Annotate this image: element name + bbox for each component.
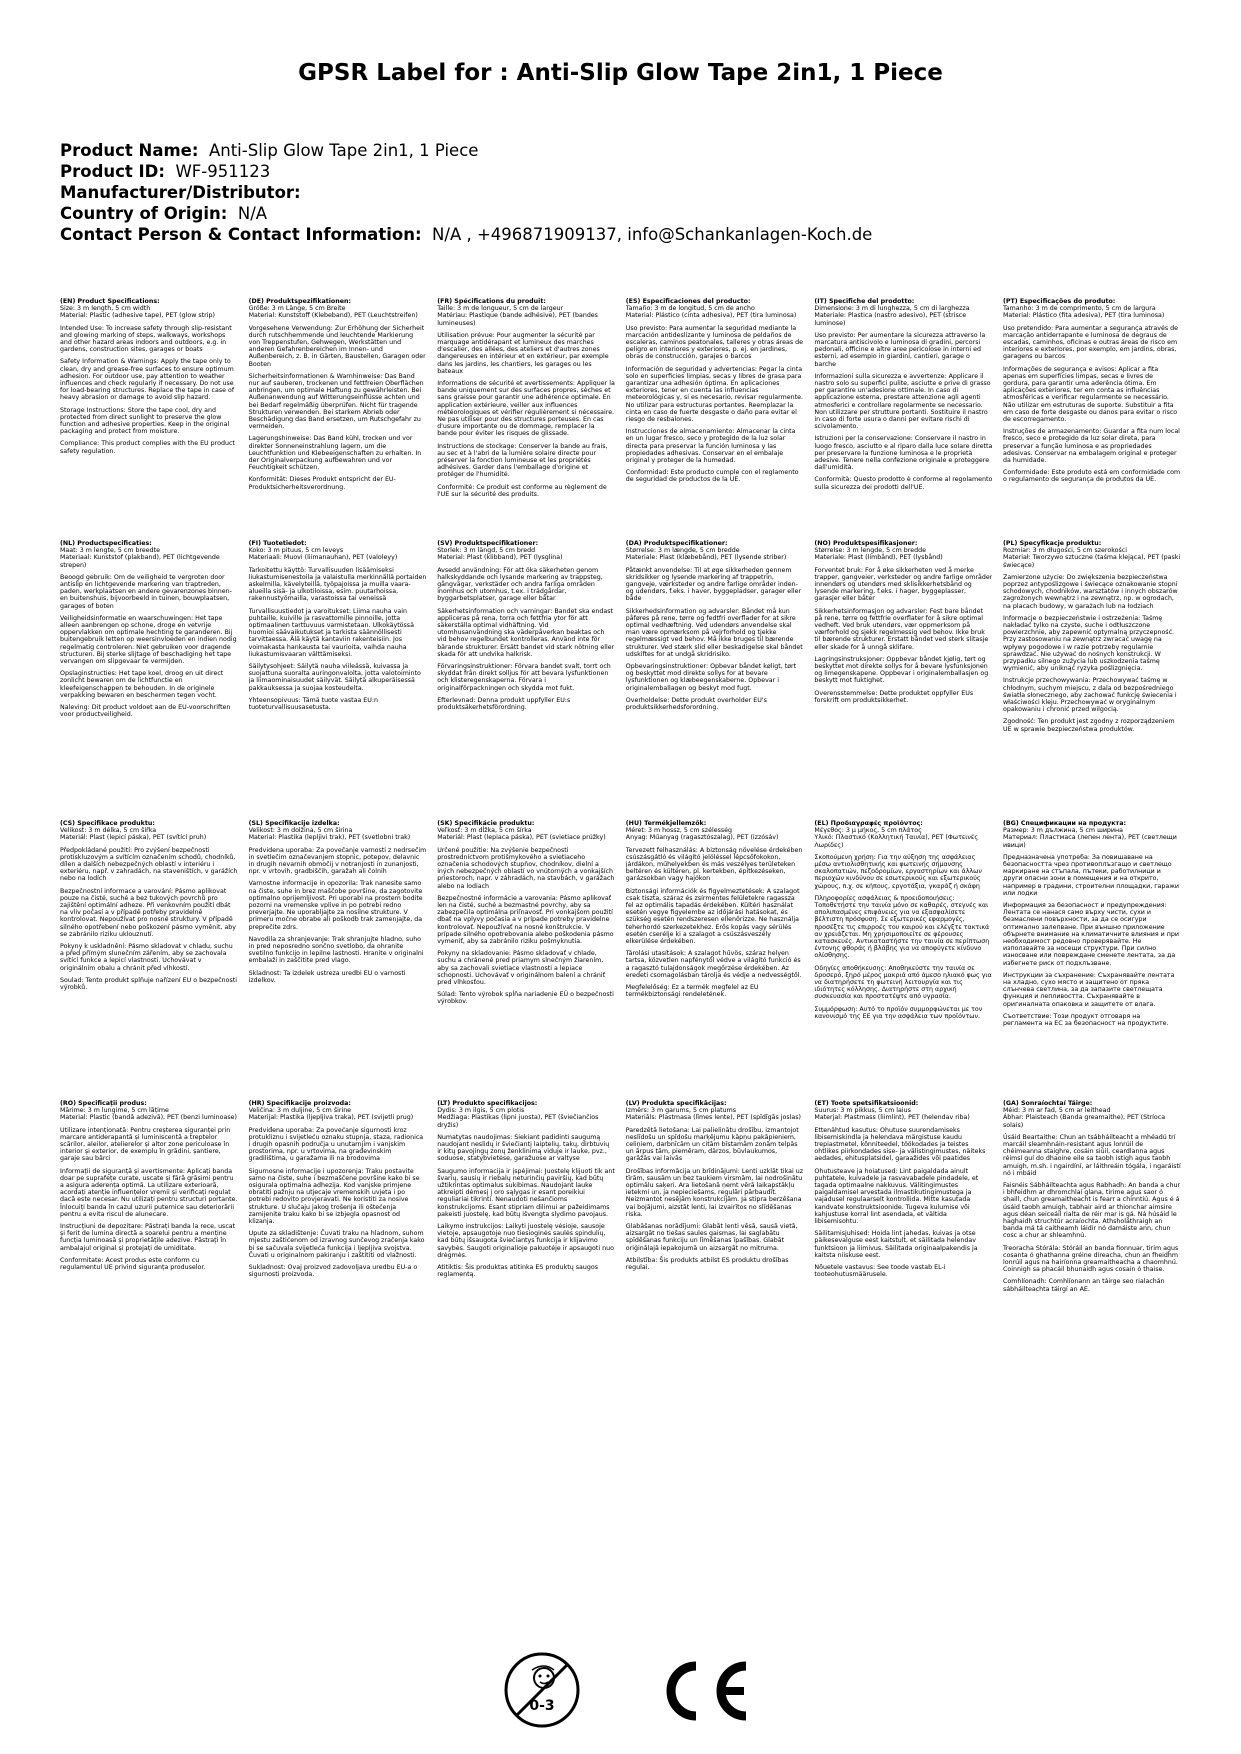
- language-block-paragraph: Material: Plast (klibband), PET (lysglina): [437, 554, 563, 562]
- language-block: [249, 298, 427, 568]
- product-id-row: [60, 161, 1180, 182]
- contact-row: [60, 224, 1180, 245]
- language-block-paragraph: Suurus: 3 m pikkus, 5 cm laius: [814, 1107, 911, 1115]
- language-block-paragraph: Tamaño: 3 m de longitud, 5 cm de ancho: [625, 305, 755, 313]
- language-block: [814, 820, 992, 1090]
- language-block-paragraph: Glabāšanas norādījumi: Glabāt lenti vēsā, sausā vietā, aizsargāt no tiešas saules gaismas, lai saglabātu spīdēšanas funkciju un līmēšanas īpašības. Glabāt oriģinālajā iepakojumā un aizsargāt no mitruma.: [625, 1223, 798, 1252]
- language-block-paragraph: Avsedd användning: För att öka säkerheten genom halkskyddande och lysande markering av trappsteg, gångvägar, verkstäder och andra farliga områden inomhus och utomhus, t.ex. i trädgårdar, byggarbetsplatser, garage eller båtar: [437, 566, 603, 603]
- language-block-paragraph: Velikost: 3 m dolžina, 5 cm širina: [248, 827, 353, 835]
- language-block-paragraph: Overholdelse: Dette produkt overholder EU's produktsikkerhedsforordning.: [625, 696, 767, 712]
- language-block-paragraph: Zamierzone użycie: Do zwiększenia bezpieczeństwa poprzez antypoślizgowe i świecące oznakowanie stopni schodowych, chodników, warsztatów i innych obszarów zagrożonych wewnątrz i na zewnątrz, np. w ogrodach, na placach budowy, w garażach lub na łodziach: [1003, 573, 1178, 610]
- language-block-heading: (FR) Spécifications du produit:: [437, 298, 546, 305]
- language-block-paragraph: Materiale: Plast (limbånd), PET (lysbånd): [814, 554, 943, 562]
- language-block: [60, 298, 238, 568]
- language-block-paragraph: Información de seguridad y advertencias: Pegar la cinta solo en superficies limpias, secas y libres de grasa para garantizar una adhesión óptima. En aplicaciones exteriores, tener en cuenta las influencias meteorológicas y, si es necesario, revisar regularmente. No utilizar para estructuras portantes. Reemplazar la cinta en caso de fuerte desgaste o daño para evitar el riesgo de resbalones.: [625, 365, 803, 424]
- language-block-heading: (IT) Specifiche del prodotto:: [814, 298, 915, 305]
- language-block-paragraph: Størrelse: 3 m længde, 5 cm bredde: [625, 547, 740, 555]
- language-block-paragraph: Инструкции за съхранение: Съхранявайте лентата на хладно, сухо място и защитено от пряка слънчева светлина, за да запазите светлещата функция и лепливостта. Съхранявайте в оригиналната опаковка и защитете от влага.: [1003, 971, 1175, 1008]
- language-block-paragraph: Comhlíonadh: Comhlíonann an táirge seo rialachán sábháilteachta táirgí an AE.: [1003, 1278, 1165, 1293]
- language-block-paragraph: Bezpečnostné informácie a varovania: Pásmo aplikovať len na čisté, suché a bezmastné povrchy, aby sa zabezpečila optimálna priľnavosť. Pri vonkajšom použití dbať na vplyvy počasia a v prípade potreby pravidelne kontrolovať. Nepoužívať na nosné konštrukcie. V prípade silného opotrebovania alebo poškodenia pásmo vymeniť, aby sa zabránilo riziku pošmyknutia.: [437, 894, 614, 946]
- language-block-heading: (RO) Specificații produs:: [60, 1100, 147, 1107]
- language-block-paragraph: Matériau: Plastique (bande adhésive), PET (bandes lumineuses): [437, 312, 598, 327]
- language-block-paragraph: Yhteensopivuus: Tämä tuote vastaa EU:n tuoteturvallisuusasetusta.: [248, 696, 379, 712]
- language-block-heading: (EL) Προδιαγραφές προϊόντος:: [814, 820, 923, 827]
- language-row: [60, 298, 1184, 568]
- language-block-heading: (PL) Specyfikacje produktu:: [1003, 540, 1102, 547]
- language-block-paragraph: Material: Plastic (adhesive tape), PET (glow strip): [60, 312, 215, 320]
- language-block-paragraph: Säilitamisjuhised: Hoida lint jahedas, kuivas ja otse päikesevalguse eest kaitstult, et säilitada helendav funktsioon ja liimivus. Säilitada originaalpakendis ja kaitsta niiskuse eest.: [814, 1230, 978, 1259]
- language-block-paragraph: Predvidena uporaba: Za povečanje varnosti z nedrsečim in svetlečim označevanjem stopnic, potepov, delavnic in drugih nevarnih območij v notranjosti in zunanjosti, npr. v vrtovih, gradbiščih, garažah ali čolnih: [248, 846, 427, 876]
- language-block: [60, 820, 238, 1090]
- language-block-paragraph: Informații de siguranță și avertismente: Aplicați banda doar pe suprafețe curate, uscate și fără grăsimi pentru a asigura aderența optimă. La utilizare exterioară, acordați atenție influențelor vremii și verificați regulat dacă este necesar. Nu utilizați pentru structuri portante. Înlocuiți banda în cazul uzurii puternice sau deteriorării pentru a evita riscul de alunecare.: [60, 1167, 238, 1218]
- language-block-paragraph: Materiál: Plast (lepicí páska), PET (svítící pruh): [60, 834, 207, 842]
- language-block-paragraph: Upute za skladištenje: Čuvati traku na hladnom, suhom mjestu zaštićenom od izravnog sunčevog zračenja kako bi se sačuvala svijetleća funkcija i ljepljiva svojstva. Čuvati u originalnom pakiranju i zaštititi od vlažnosti.: [248, 1230, 425, 1259]
- language-block: [1003, 540, 1181, 810]
- language-block-paragraph: Numatytas naudojimas: Siekiant padidinti saugumą naudojant neslidų ir šviečiantį laiptelių, takų, dirbtuvių ir kitų pavojingų zonų ženklinimą viduje ir lauke, pvz., soduose, statybvietėse, garažuose ar valtyse: [437, 1133, 610, 1163]
- language-block: [437, 1100, 615, 1370]
- language-block-paragraph: Uso previsto: Para aumentar la seguridad mediante la marcación antideslizante y luminosa de peldaños de escaleras, caminos peatonales, talleres y otras áreas de peligro en interiores y exteriores, p. ej. en jardines, obras de construcción, garajes o barcos: [625, 324, 804, 361]
- manufacturer-row: [60, 182, 1180, 203]
- language-block: [626, 1100, 804, 1370]
- page-title: GPSR Label for : Anti-Slip Glow Tape 2in1, 1 Piece: [298, 60, 943, 86]
- language-block-paragraph: Tarkoitettu käyttö: Turvallisuuden lisäämiseksi liukastumisenestoila ja valaistulla merkinnällä portaiden askelmilla, kävelyteillä, työpajoissa ja muilla vaara-alueilla sisä- ja ulkotiloissa, esim. puutarhoissa, rakennustyömailla, varastoissa tai veneissä: [248, 566, 427, 603]
- language-block: [249, 540, 427, 810]
- language-block-paragraph: Určené použitie: Na zvýšenie bezpečnosti prostredníctvom protišmykového a svietiaceho označenia schodových stupňov, chodníkov, dielní a iných nebezpečných oblastí vo vnútorných a vonkajších priestoroch, napr. v záhradách, na stavbách, v garážach alebo na lodiach: [437, 846, 615, 890]
- contact-label: Contact Person & Contact Information:: [60, 225, 422, 244]
- language-block-heading: (SV) Produktspecifikationer:: [437, 540, 539, 547]
- language-block-paragraph: Ettenähtud kasutus: Ohutuse suurendamiseks libisemiskindla ja helendava märgistuse kaudu trepiastmetel, kõnniteedel, töökodades ja teistes ohtlikes piirkondades sise- ja välistingimustes, näiteks aedades, ehitusplatsidel, garaažides või paatides: [814, 1126, 986, 1163]
- language-block-paragraph: Lagerungshinweise: Das Band kühl, trocken und vor direkter Sonneneinstrahlung lagern, um die Leuchtfunktion und Klebeeigenschaften zu erhalten. In der Originalverpackung aufbewahren und vor Feuchtigkeit schützen.: [248, 435, 422, 472]
- language-block-paragraph: Informazioni sulla sicurezza e avvertenze: Applicare il nastro solo su superfici pulite, asciutte e prive di grasso per garantire un'adesione ottimale. In caso di applicazione esterna, prestare attenzione agli agenti atmosferici e controllare regolarmente se necessario. Non utilizzare per strutture portanti. Sostituire il nastro in caso di forte usura o danni per evitare rischi di scivolamento.: [814, 372, 991, 431]
- language-block-paragraph: Laikymo instrukcijos: Laikyti juostelę vėsioje, sausoje vietoje, apsaugotoje nuo tiesioginės saulės spindulių, kad būtų išsaugota šviečiantys funkcija ir klijavimo savybės. Saugoti originalioje pakuotėje ir apsaugoti nuo drėgmės.: [437, 1223, 614, 1259]
- language-block-paragraph: Размер: 3 m дължина, 5 cm ширина: [1003, 827, 1123, 835]
- language-block-paragraph: Σκοπούμενη χρήση: Για την αύξηση της ασφάλειας μέσω αντιολισθητικής και φωτεινής σήμανσης σκαλοπατιών, πεζοδρομίων, εργαστηρίων και άλλων περιοχών κινδύνου σε εσωτερικούς και εξωτερικούς χώρους, π.χ. σε κήπους, εργοτάξια, γκαράζ ή σκάφη: [814, 853, 982, 890]
- language-block-paragraph: Instruções de armazenamento: Guardar a fita num local fresco, seco e protegido da luz solar direta, para preservar a função luminosa e as propriedades adesivas. Conservar na embalagem original e proteger da humidade.: [1003, 428, 1180, 465]
- language-block-paragraph: Material: Plastic (bandă adezivă), PET (benzi luminoase): [60, 1114, 237, 1122]
- language-block-paragraph: Faisnéis Sábháilteachta agus Rabhadh: An banda a chur i bhfeidhm ar dhromchlaí glana, tirime agus saor ó shaill, chun greamaitheacht is fearr a chinntiú. Agus é á úsáid taobh amuigh, tabhair aird ar thionchar aimsire agus déan seiceáil rialta de réir mar is gá. Ná húsáid le haghaidh struchtúr acraíochta. Athsholáthraigh an banda má tá caitheamh láidir nó damáiste ann, chun cosc a chur ar shleamhnú.: [1003, 1182, 1181, 1240]
- language-row: [60, 820, 1184, 1090]
- language-block-paragraph: Ohutusteave ja hoiatused: Lint paigaldada ainult puhtatele, kuivadele ja rasvavabadele pindadele, et tagada optimaalne nakkuvus. Välitingimustes paigaldamisel arvestada ilmastikutingimustega ja vajadusel regulaarselt kontrollida. Mitte kasutada kandvate konstruktsioonide. Tugeva kulumise või kahjustuse korral lint asendada, et vältida libisemisohtu.: [814, 1167, 979, 1226]
- language-block-paragraph: Informacje o bezpieczeństwie i ostrzeżenia: Taśmę nakładać tylko na czyste, suche i odtłuszczone powierzchnie, aby zapewnić optymalną przyczepność. Przy zastosowaniu na zewnątrz zwracać uwagę na wpływy pogodowe i w razie potrzeby regularnie sprawdzać. Nie używać do nośnych konstrukcji. W przypadku silnego zużycia lub uszkodzenia taśmę wymienić, aby uniknąć ryzyka poślizgnięcia.: [1003, 614, 1175, 673]
- certification-icons: [0, 1650, 1241, 1740]
- language-block-paragraph: Ábhar: Plaisteach (Banda greamaithe), PET (Stríoca solais): [1003, 1114, 1166, 1129]
- language-block-paragraph: Sicherheitsinformationen & Warnhinweise: Das Band nur auf sauberen, trockenen und fettfreien Oberflächen anbringen, um optimale Haftung zu gewährleisten. Bei Außenanwendung auf Witterungseinflüsse achten und bei Bedarf regelmäßig überprüfen. Nicht für tragende Strukturen verwenden. Bei starkem Abrieb oder Beschädigung das Band ersetzen, um Rutschgefahr zu vermeiden.: [248, 372, 424, 431]
- language-block-paragraph: Skladnost: Ta izdelek ustreza uredbi EU o varnosti izdelkov.: [248, 969, 406, 984]
- language-block-paragraph: Úsáid Beartaithe: Chun an tsábháilteacht a mhéadú trí marcáil sleamhnáin-resistant agus lonrúil de chéimeanna staighre, cosáin siúil, ceardlanna agus réimsí guí do dhaoine eile sa taobh istigh agus taobh amuigh, m.sh. i ngairdíní, ar láithreáin tógála, i ngaráistí nó i mbáid: [1003, 1133, 1181, 1177]
- language-block-paragraph: Предназначена употреба: За повишаване на безопасността чрез противоплъзгащо и светлещо маркиране на стъпала, пътеки, работилници и други опасни зони в помещения и на открито, например в градини, строителни площадки, гаражи или лодки: [1003, 853, 1180, 897]
- language-block-paragraph: Materjal: Plastmass (liimlint), PET (helendav riba): [814, 1114, 970, 1122]
- language-block-paragraph: Dimensione: 3 m di lunghezza, 5 cm di larghezza: [814, 305, 970, 313]
- language-block-paragraph: Medžiaga: Plastikas (lipni juosta), PET (šviečiančios dryžis): [437, 1114, 599, 1129]
- language-row: [60, 540, 1184, 810]
- language-block-paragraph: Säilytysohjeet: Säilytä nauha viileässä, kuivassa ja suojattuna suoralta auringonvalolta, jotta valotoiminto ja liimaominaisuudet säilyvät. Säilytä alkuperäisessä pakkauksessa ja suojaa kosteudelta.: [248, 663, 421, 692]
- language-block-paragraph: Οδηγίες αποθήκευσης: Αποθηκεύστε την ταινία σε δροσερό, ξηρό μέρος μακριά από άμεσο ηλιακό φως για να διατηρήσετε τη φωτεινή λειτουργία και τις ιδιότητες κόλλησης. Διατηρήστε στη αρχική συσκευασία και προστατέψτε από υγρασία.: [814, 964, 992, 1001]
- language-block-paragraph: Sigurnosne informacije i upozorenja: Traku postavite samo na čiste, suhe i bezmaščene površine kako bi se osigurala optimalna adhezija. Kod vanjske primjene obratiti pažnju na utjecaje vremenskih uvjeta i po potrebi redovito provjeravati. Ne koristiti za nosive strukture. U slučaju jakog trošenja ili oštećenja zamijenite traku kako bi se izbjegla opasnost od klizanja.: [248, 1167, 420, 1226]
- language-block-paragraph: Storage Instructions: Store the tape cool, dry and protected from direct sunlight to preserve the glow function and adhesive properties. Keep in the original packaging and protect from moisture.: [60, 406, 230, 436]
- language-block: [626, 540, 804, 810]
- language-block: [626, 298, 804, 568]
- language-block-paragraph: Navodila za shranjevanje: Trak shranjujte hladno, suho in pred neposredno sončno svetlobo, da ohranite svetilno funkcijo in lepilne lastnosti. Hranite v originalni embalaži in zaščitite pred vlago.: [248, 935, 424, 965]
- language-block-paragraph: Uso pretendido: Para aumentar a segurança através de marcação antiderrapante e luminosa de degraus de escadas, caminhos, oficinas e outras áreas de risco em interiores e exteriores, por exemplo, em jardins, obras, garagens ou barcos: [1003, 324, 1178, 361]
- language-block-paragraph: Materiaali: Muovi (liimanauhan), PET (valoleyy): [248, 554, 398, 562]
- language-block-paragraph: Intended Use: To increase safety through slip-resistant and glowing marking of steps, walkways, workshops and other hazard areas indoors and outdoors, e.g. in gardens, construction sites, garages or boats: [60, 324, 232, 354]
- language-block-paragraph: Opbevaringsinstruktioner: Opbevar båndet køligt, tørt og beskyttet mod direkte sollys for at bevare lysfunktionen og klæbeegenskaberne. Opbevar i originalemballagen og beskyt mod fugt.: [625, 663, 797, 692]
- language-block-paragraph: Biztonsági információk és figyelmeztetések: A szalagot csak tiszta, száraz és zsírmentes felületekre ragassza fel az optimális tapadás érdekében. Kültéri használat esetén vegye figyelembe az időjárási hatásokat, és szükség esetén rendszeresen ellenőrizze. Ne használja teherhordó szerkezetekhez. Erős kopás vagy sérülés esetén cserélje ki a szalagot a csúszásveszély elkerülése érdekében.: [625, 887, 800, 946]
- language-block-paragraph: Safety Information & Warnings: Apply the tape only to clean, dry and grease-free surfaces to ensure optimum adhesion. For outdoor use, pay attention to weather influences and check regularly if necessary. Do not use for load-bearing structures. Replace the tape in case of heavy abrasion or damage to avoid slip hazard.: [60, 358, 235, 402]
- language-block-heading: (GA) Sonraíochtaí Táirge:: [1003, 1100, 1093, 1107]
- language-block-paragraph: Storlek: 3 m längd, 5 cm bredd: [437, 547, 536, 555]
- language-block-heading: (DE) Produktspezifikationen:: [248, 298, 352, 305]
- language-block-heading: (SK) Špecifikácie produktu:: [437, 820, 535, 827]
- language-block-heading: (CS) Specifikace produktu:: [60, 820, 155, 827]
- language-block-paragraph: Materiál: Plast (lepiaca páska), PET (svietiace prúžky): [437, 834, 606, 842]
- language-block-paragraph: Súlad: Tento výrobok spĺňa nariadenie EÚ o bezpečnosti výrobkov.: [437, 991, 614, 1006]
- language-block-paragraph: Rozmiar: 3 m długości, 5 cm szerokości: [1003, 547, 1127, 555]
- language-block-paragraph: Compliance: This product complies with the EU product safety regulation.: [60, 440, 235, 455]
- language-block-paragraph: Tárolási utasítások: A szalagot hűvös, száraz helyen tartsa, közvetlen napfénytől védve a világító funkció és a ragasztó tulajdonságok megőrzése érdekében. Az eredeti csomagolásban tárolja és védje a nedvességtől.: [625, 950, 802, 979]
- language-block-paragraph: Förvaringsinstruktioner: Förvara bandet svalt, torrt och skyddat från direkt solljus för att bevara lysfunktionen och klisteregenskaperna. Förvara i originalförpackningen och skydda mot fukt.: [437, 663, 611, 692]
- language-block-paragraph: Méid: 3 m ar fad, 5 cm ar leithead: [1003, 1107, 1111, 1115]
- language-block-paragraph: Συμμόρφωση: Αυτό το προϊόν συμμορφώνεται με τον κανονισμό της ΕΕ για την ασφάλεια των προϊόντων.: [814, 1005, 983, 1020]
- language-block-heading: (NL) Productspecificaties:: [60, 540, 152, 547]
- language-block: [437, 298, 615, 568]
- language-block-paragraph: Påtænkt anvendelse: Til at øge sikkerheden gennem skridsikker og lysende markering af trappetrin, gangveje, værksteder og andre farlige områder inden- og udendørs, f.eks. i haver, byggepladser, garager eller både: [625, 566, 802, 603]
- language-block-paragraph: Předpokládané použití: Pro zvýšení bezpečnosti protiskluzovým a svítícím označením schodů, chodníků, dílen a dalších nebezpečných oblastí v interiéru i exteriéru, např. v zahradách, na staveništích, v garážích nebo na lodích: [60, 846, 238, 883]
- language-block-paragraph: Zgodność: Ten produkt jest zgodny z rozporządzeniem UE w sprawie bezpieczeństwa produktów.: [1003, 718, 1175, 733]
- language-block-paragraph: Sukladnost: Ovaj proizvod zadovoljava uredbu EU-a o sigurnosti proizvoda.: [248, 1264, 418, 1279]
- language-block-paragraph: Materiale: Plastica (nastro adesivo), PET (strisce luminose): [814, 312, 967, 327]
- language-block-paragraph: Izmērs: 3 m garums, 5 cm platums: [625, 1107, 737, 1115]
- product-id-value: WF-951123: [175, 162, 271, 181]
- language-block-paragraph: Материал: Пластмаса (лепен лента), PET (светлещи ивици): [1003, 834, 1177, 849]
- language-block-paragraph: Størrelse: 3 m lengde, 5 cm bredde: [814, 547, 926, 555]
- contact-value: N/A , +496871909137, info@Schankanlagen-Koch.de: [432, 225, 873, 244]
- language-block-paragraph: Utilisation prévue: Pour augmenter la sécurité par marquage antidérapant et lumineux des marches d'escalier, des allées, des ateliers et d'autres zones dangereuses en intérieur et en extérieur, par exemple dans les jardins, les chantiers, les garages ou les bateaux: [437, 331, 609, 375]
- language-block: [1003, 820, 1181, 1090]
- language-block-paragraph: Drošības informācija un brīdinājumi: Lenti uzklāt tikai uz tīrām, sausām un bez taukiem virsmām, lai nodrošinātu optimālu saķeri. Ara lietošanā ņemt vērā laikapstākļu ietekmi un, ja nepieciešams, regulāri pārbaudīt. Neizmantot nesējām konstrukcijām. Ja stipra berzēšana vai bojājumi, aizstāt lenti, lai izvairītos no slīdēšanas riska.: [625, 1167, 804, 1218]
- language-block-paragraph: Säkerhetsinformation och varningar: Bandet ska endast appliceras på rena, torra och fettfria ytor för att säkerställa optimal vidhäftning. Vid utomhusanvändning ska väderpåverkan beaktas och vid behov regelbundet kontrolleras. Använd inte för bärande strukturer. Ersätt bandet vid stark nötning eller skada för att undvika halkrisk.: [437, 607, 615, 658]
- language-block-paragraph: Material: Kunststoff (Klebeband), PET (Leuchtstreifen): [248, 312, 418, 320]
- language-block-paragraph: Atbilstība: Šis produkts atbilst ES produktu drošības regulai.: [625, 1256, 789, 1272]
- language-block-heading: (FI) Tuotetiedot:: [248, 540, 307, 547]
- language-block-paragraph: Méret: 3 m hossz, 5 cm szélesség: [625, 827, 732, 835]
- language-block-paragraph: Varnostne informacije in opozorila: Trak nanesite samo na čiste, suhe in brez maščobe površine, da zagotovite optimalno oprijemljivost. Pri uporabi na prostem bodite pozorni na vremenske vplive in po potrebi redno preverjajte. Ne uporabljajte za nosilne strukture. V primeru močne obrabe ali poškodb trak zamenjajte, da preprečite zdrs.: [248, 880, 423, 931]
- language-block: [814, 1100, 992, 1370]
- language-block-heading: (LT) Produkto specifikacijos:: [437, 1100, 538, 1107]
- language-row: [60, 1100, 1184, 1370]
- language-block: [1003, 298, 1181, 568]
- language-block-paragraph: Conformitate: Acest produs este conform cu regulamentul UE privind siguranța produselor.: [60, 1256, 206, 1272]
- product-name-row: [60, 140, 1180, 161]
- language-block-paragraph: Pokyny k uskladnění: Pásmo skladovat v chladu, suchu a před přímým slunečním zářením, aby se zachovala svítící funkce a lepicí vlastnosti. Uchovávat v originálním obalu a chránit před vlhkostí.: [60, 943, 233, 972]
- language-block-paragraph: Turvallisuustiedot ja varoitukset: Liima nauha vain puhtaille, kuiville ja rasvattomille pinnoille, jotta optimaalinen tarttuvuus varmistetaan. Ulkokäytössä huomioi säävaikutukset ja tarkista säännöllisesti tarvittaessa. Älä käytä kantaviin rakenteisiin. Jos voimakasta hankausta tai vaurioita, vaihda nauha liukastumisvaaran välttämiseksi.: [248, 607, 414, 658]
- language-block-paragraph: Size: 3 m length, 5 cm width: [60, 305, 151, 313]
- language-block-heading: (EN) Product Specifications:: [60, 298, 160, 305]
- language-block: [60, 540, 238, 810]
- language-block-paragraph: Taille: 3 m de longueur, 5 cm de largeur: [437, 305, 564, 313]
- language-block-paragraph: Materiaal: Kunststof (plakband), PET (lichtgevende strepen): [60, 554, 220, 569]
- language-block-paragraph: Material: Plástico (fita adesiva), PET (tira luminosa): [1003, 312, 1165, 320]
- language-block-paragraph: Overensstemmelse: Dette produktet oppfyller EUs forskrift om produktsikkerhet.: [814, 689, 974, 704]
- language-block-paragraph: Paredzētā lietošana: Lai palielinātu drošību, izmantojot neslīdošu un spīdošu marķējumu kāpņu pakāpieniem, celiņiem, darbnīcām un citām bīstamām zonām telpās un ārpus tām, piemēram, dārzos, būvlaukumos, garāžās vai laivās: [625, 1126, 799, 1163]
- language-block-paragraph: Atitiktis: Šis produktas atitinka ES produktų saugos reglamentą.: [437, 1264, 598, 1279]
- language-block-paragraph: Saugumo informacija ir įspėjimai: Juostelę klijuoti tik ant švarių, sausių ir riebalų neturinčių paviršių, kad būtų užtikrintas optimalus sukibimas. Naudojant lauke atkreipti dėmesį į oro sąlygas ir esant poreikiui reguliariai tikrinti. Nenaudoti nešančioms konstrukcijoms. Esant stipriam dilimui ar pažeidimams pakeisti juostelę, kad būtų išvengta slydimo pavojaus.: [437, 1167, 615, 1218]
- product-info: [60, 140, 1180, 245]
- language-block-paragraph: Anyag: Műanyag (ragasztószalag), PET (izzósáv): [625, 834, 779, 842]
- language-block-paragraph: Soulad: Tento produkt splňuje nařízení EU o bezpečnosti výrobků.: [60, 976, 237, 992]
- language-block-paragraph: Istruzioni per la conservazione: Conservare il nastro in luogo fresco, asciutto e al riparo dalla luce solare diretta per preservare la funzione luminosa e le proprietà adesive. Tenere nella confezione originale e proteggere dall'umidità.: [814, 435, 993, 472]
- product-name-label: Product Name:: [60, 141, 199, 160]
- language-block-paragraph: Veľkosť: 3 m dĺžka, 5 cm šírka: [437, 827, 532, 835]
- language-block-paragraph: Conformità: Questo prodotto è conforme al regolamento sulla sicurezza dei prodotti dell'UE.: [814, 476, 993, 491]
- language-block: [249, 1100, 427, 1370]
- language-block-paragraph: Material: Plastika (lepljivi trak), PET (svetlobni trak): [248, 834, 411, 842]
- language-block-heading: (BG) Спецификации на продукта:: [1003, 820, 1126, 827]
- language-block-paragraph: Pokyny na skladovanie: Pásmo skladovať v chlade, suchu a chránené pred priamym slnečným žiarením, aby sa zachovali svietiace vlastnosti a lepiace schopnosti. Uchovávať v originálnom balení a chrániť pred vlhkosťou.: [437, 950, 606, 987]
- language-block: [437, 540, 615, 810]
- language-block: [437, 820, 615, 1090]
- language-block-paragraph: Sikkerhedsinformation og advarsler: Båndet må kun påføres på rene, tørre og fedtfri overflader for at sikre optimal vedhæftning. Ved udendørs anvendelse skal man være opmærksom på vejrforhold og tjekke regelmæssigt ved behov. Må ikke bruges til bærende strukturer. Ved stærk slid eller beskadigelse skal båndet udskiftes for at undgå skridrisiko.: [625, 607, 803, 658]
- language-block-paragraph: Veličina: 3 m duljine, 5 cm širine: [248, 1107, 352, 1115]
- language-block-paragraph: Efterlevnad: Denna produkt uppfyller EU:s produktsäkerhetsförordning.: [437, 696, 571, 712]
- language-block-paragraph: Vorgesehene Verwendung: Zur Erhöhung der Sicherheit durch rutschhemmende und leuchtende Markierung von Treppenstufen, Gehwegen, Werkstätten und anderen Gefahrenbereichen im Innen- und Außenbereich, z. B. in Gärten, Baustellen, Garagen oder Booten: [248, 324, 426, 368]
- country-value: N/A: [237, 204, 268, 223]
- language-block-heading: (SL) Specifikacije izdelka:: [248, 820, 340, 827]
- language-block-paragraph: Koko: 3 m pituus, 5 cm leveys: [248, 547, 344, 555]
- language-block-paragraph: Beoogd gebruik: Om de veiligheid te vergroten door antislip en lichtgevende markering van traptreden, paden, werkplaatsen en andere gevarenzones binnen- en buitenshuis, bijvoorbeeld in tuinen, bouwplaatsen, garages of boten: [60, 573, 232, 610]
- language-block-paragraph: Utilizare intenționată: Pentru creșterea siguranței prin marcare antiderapantă și luminiscentă a treptelor scărilor, aleilor, atelierelor și altor zone periculoase în interior și exterior, de exemplu în grădini, șantiere, garaje sau bărci: [60, 1126, 231, 1163]
- language-block-paragraph: Opslaginstructies: Het tape koel, droog en uit direct zonlicht bewaren om de lichtfunctie en kleefeigenschappen te behouden. In de originele verpakking bewaren en beschermen tegen vocht.: [60, 670, 224, 699]
- language-block-paragraph: Treoracha Stórála: Stóráil an banda fionnuar, tirim agus cosanta ó ghathanna gréine díreacha, chun an fheidhm lonrúil agus na hairíonna greamaitheacha a chaomhnú. Coinnigh sa phacáil bhunaidh agus cosain ó thaise.: [1003, 1244, 1179, 1274]
- language-block: [814, 298, 992, 568]
- language-block-paragraph: Информация за безопасност и предупреждения: Лентата се нанася само върху чисти, сухи и безмаслени повърхности, за да се осигури оптимално залепване. При външно приложение обърнете внимание на климатичните влияния и при необходимост редовно проверявайте. Не използвайте за носещи структури. При силно износване или повреждане сменете лентата, за да избегнете риск от подхлъзване.: [1003, 902, 1179, 967]
- language-block-paragraph: Instructions de stockage: Conserver la bande au frais, au sec et à l'abri de la lumière solaire directe pour préserver la fonction lumineuse et les propriétés adhésives. Garder dans l'emballage d'origine et protéger de l'humidité.: [437, 442, 608, 479]
- language-block-paragraph: Materijal: Plastika (ljepljiva traka), PET (svijetli prug): [248, 1114, 414, 1122]
- age-range-label: 0-3: [529, 1698, 555, 1714]
- language-block-paragraph: Maat: 3 m lengte, 5 cm breedte: [60, 547, 160, 555]
- language-block: [249, 820, 427, 1090]
- language-block-paragraph: Velikost: 3 m délka, 5 cm šířka: [60, 827, 157, 835]
- product-id-label: Product ID:: [60, 162, 165, 181]
- language-block-paragraph: Predviđena uporaba: Za povećanje sigurnosti kroz protukliznu i svijetleću oznaku stupnja, staza, radionica i drugih opasnih područja u unutarnjim i vanjskim prostorima, npr. u vrtovima, na građevinskim gradilištima, u garažama ili na brodovima: [248, 1126, 424, 1163]
- language-block-paragraph: Nõuetele vastavus: See toode vastab EL-i tooteohutusmäärusele.: [814, 1264, 946, 1279]
- language-block-paragraph: Materiāls: Plastmasa (līmes lente), PET (spīdīgās joslas): [625, 1114, 801, 1122]
- language-block-paragraph: Sikkerhetsinformasjon og advarsler: Fest bare båndet på rene, tørre og fettfrie overflater for å sikre optimal vedheft. Ved bruk utendørs, vær oppmerksom på værforhold og sjekk regelmessig ved behov. Ikke bruk til bærende strukturer. Erstatt båndet ved sterk slitasje eller skade for å unngå sklifare.: [814, 607, 989, 651]
- language-block-paragraph: Instrucciones de almacenamiento: Almacenar la cinta en un lugar fresco, seco y protegido de la luz solar directa para preservar la función luminosa y las propiedades adhesivas. Conservar en el embalaje original y proteger de la humedad.: [625, 428, 796, 465]
- language-block-paragraph: Instrukcje przechowywania: Przechowywać taśmę w chłodnym, suchym miejscu, z dala od bezpośredniego światła słonecznego, aby zachować funkcję świecenia i właściwości kleju. Przechowywać w oryginalnym opakowaniu i chronić przed wilgocią.: [1003, 677, 1177, 714]
- language-block-paragraph: Conformidad: Este producto cumple con el reglamento de seguridad de productos de la UE.: [625, 469, 799, 484]
- language-block-heading: (HR) Specifikacije proizvoda:: [248, 1100, 351, 1107]
- language-block-heading: (DA) Produktspecifikationer:: [625, 540, 728, 547]
- language-block-paragraph: Lagringsinstruksjoner: Oppbevar båndet kjølig, tørt og beskyttet mot direkte sollys for å bevare lysfunksjonen og limegenskapene. Oppbevar i originalemballasjen og beskytt mot fuktighet.: [814, 655, 989, 685]
- not-suitable-0-3-icon: [502, 1650, 582, 1730]
- language-block-paragraph: Μέγεθος: 3 μ μήκος, 5 cm πλάτος: [814, 827, 922, 835]
- language-block: [626, 820, 804, 1090]
- language-block-paragraph: Conformité: Ce produit est conforme au règlement de l'UE sur la sécurité des produits.: [437, 483, 607, 498]
- language-block-paragraph: Bezpečnostní informace a varování: Pásmo aplikovat pouze na čisté, suché a bez tukových povrchů pro zajištění optimální adheze. Při venkovním použití dbát na vliv počasí a v případě potřeby pravidelně kontrolovat. Nepoužívat pro nosné struktury. V případě silného opotřebení nebo poškození pásmo vyměnit, aby se zabránilo riziku uklouznutí.: [60, 887, 237, 938]
- language-block-paragraph: Tervezett felhasználás: A biztonság növelése érdekében csúszásgátló és világító jelöléssel lépcsőfokokon, járdákon, műhelyekben és más veszélyes területeken beltéren és kültéren, pl. kertekben, építkezéseken, garázsokban vagy hajókon: [625, 846, 803, 883]
- language-block: [60, 1100, 238, 1370]
- language-block-paragraph: Konformität: Dieses Produkt entspricht der EU-Produktsicherheitsverordnung.: [248, 476, 396, 491]
- language-block-paragraph: Tamanho: 3 m de comprimento, 5 cm de largura: [1003, 305, 1156, 313]
- language-block-heading: (ES) Especificaciones del producto:: [625, 298, 751, 305]
- language-block: [814, 540, 992, 810]
- country-row: [60, 203, 1180, 224]
- product-name-value: Anti-Slip Glow Tape 2in1, 1 Piece: [208, 141, 479, 160]
- language-block-paragraph: Υλικό: Πλαστικό (Κολλητική Ταινία), PET (Φωτεινές Λωρίδες): [814, 834, 979, 849]
- language-block-heading: (LV) Produkta specifikācijas:: [625, 1100, 727, 1107]
- language-block: [1003, 1100, 1181, 1370]
- language-block-paragraph: Conformidade: Este produto está em conformidade com o regulamento de segurança de produtos da UE.: [1003, 469, 1181, 484]
- language-block-paragraph: Instrucțiuni de depozitare: Păstrați banda la rece, uscat și ferit de lumina directă a soarelui pentru a menține funcția luminoasă și proprietățile adezive. Păstrați în ambalajul original și protejați de umiditate.: [60, 1223, 236, 1252]
- language-block-paragraph: Съответствие: Този продукт отговаря на регламента на ЕС за безопасност на продуктите.: [1003, 1012, 1169, 1028]
- language-block-paragraph: Materiał: Tworzywo sztuczne (taśma klejąca), PET (paski świecące): [1003, 554, 1181, 569]
- language-block-paragraph: Dydis: 3 m ilgis, 5 cm plotis: [437, 1107, 525, 1115]
- language-block-paragraph: Informações de segurança e avisos: Aplicar a fita apenas em superfícies limpas, secas e livres de gordura, para garantir uma aderência ótima. Em aplicações exteriores, ter em conta as influências atmosféricas e verificar regularmente se necessário. Não utilizar em estruturas de suporte. Substituir a fita em caso de forte desgaste ou danos para evitar o risco de escorregamento.: [1003, 365, 1178, 424]
- language-block-heading: (HU) Termékjellemzők:: [625, 820, 707, 827]
- language-block-paragraph: Mărime: 3 m lungime, 5 cm lățime: [60, 1107, 169, 1115]
- language-block-paragraph: Πληροφορίες ασφάλειας & προειδοποιήσεις: Τοποθετήστε την ταινία μόνο σε καθαρές, στεγνές και απολιπασμένες επιφάνειες για να εξασφαλίσετε βέλτιστη πρόσφυση. Σε εξωτερικές εφαρμογές, προσέξτε τις επιρροές του καιρού και ελέγξτε τακτικά αν χρειάζεται. Μη χρησιμοποιείτε σε φέρουσες κατασκευές. Αντικαταστήστε την ταινία σε περίπτωση έντονης φθοράς ή βλάβης για να αποφύγετε κίνδυνο ολίσθησης.: [814, 894, 990, 960]
- language-block-paragraph: Uso previsto: Per aumentare la sicurezza attraverso la marcatura antiscivolo e luminosa di gradini, percorsi pedonali, officine e altre aree pericolose in interni ed esterni, ad esempio in giardini, cantieri, garage o barche: [814, 331, 986, 368]
- language-block-heading: (NO) Produktspesifikasjoner:: [814, 540, 918, 547]
- ce-mark-icon: [660, 1658, 752, 1724]
- language-block-paragraph: Material: Plástico (cinta adhesiva), PET (tira luminosa): [625, 312, 797, 320]
- language-block-heading: (PT) Especificações do produto:: [1003, 298, 1116, 305]
- language-block-paragraph: Informations de sécurité et avertissements: Appliquer la bande uniquement sur des surfaces propres, sèches et sans graisse pour garantir une adhérence optimale. En application extérieure, veiller aux influences météorologiques et vérifier régulièrement si nécessaire. Ne pas utiliser pour des structures porteuses. En cas d'usure importante ou de dommage, remplacer la bande pour éviter les risques de glissade.: [437, 380, 615, 438]
- language-block-paragraph: Megfelelőség: Ez a termék megfelel az EU termékbiztonsági rendeletének.: [625, 984, 759, 999]
- language-block-paragraph: Forventet bruk: For å øke sikkerheten ved å merke trapper, gangveier, verksteder og andre farlige områder innendørs og utendørs med sklisikkerhetsbånd og lysende markering, f.eks. i hager, byggeplasser, garasjer eller båter: [814, 566, 993, 603]
- language-block-heading: (ET) Toote spetsifikatsioonid:: [814, 1100, 919, 1107]
- language-block-paragraph: Materiale: Plast (klæbebånd), PET (lysende striber): [625, 554, 787, 562]
- language-block-paragraph: Größe: 3 m Länge, 5 cm Breite: [248, 305, 346, 313]
- manufacturer-label: Manufacturer/Distributor:: [60, 183, 301, 202]
- language-block-paragraph: Naleving: Dit product voldoet aan de EU-voorschriften voor productveiligheid.: [60, 704, 231, 719]
- language-block-paragraph: Veiligheidsinformatie en waarschuwingen: Het tape alleen aanbrengen op schone, droge en vetvrije oppervlakken om optimale hechting te garanderen. Bij buitengebruik letten op weersinvloeden en indien nodig regelmatig controleren. Niet gebruiken voor dragende structuren. Bij sterke slijtage of beschadiging het tape vervangen om slipgevaar te vermijden.: [60, 614, 237, 666]
- country-label: Country of Origin:: [60, 204, 228, 223]
